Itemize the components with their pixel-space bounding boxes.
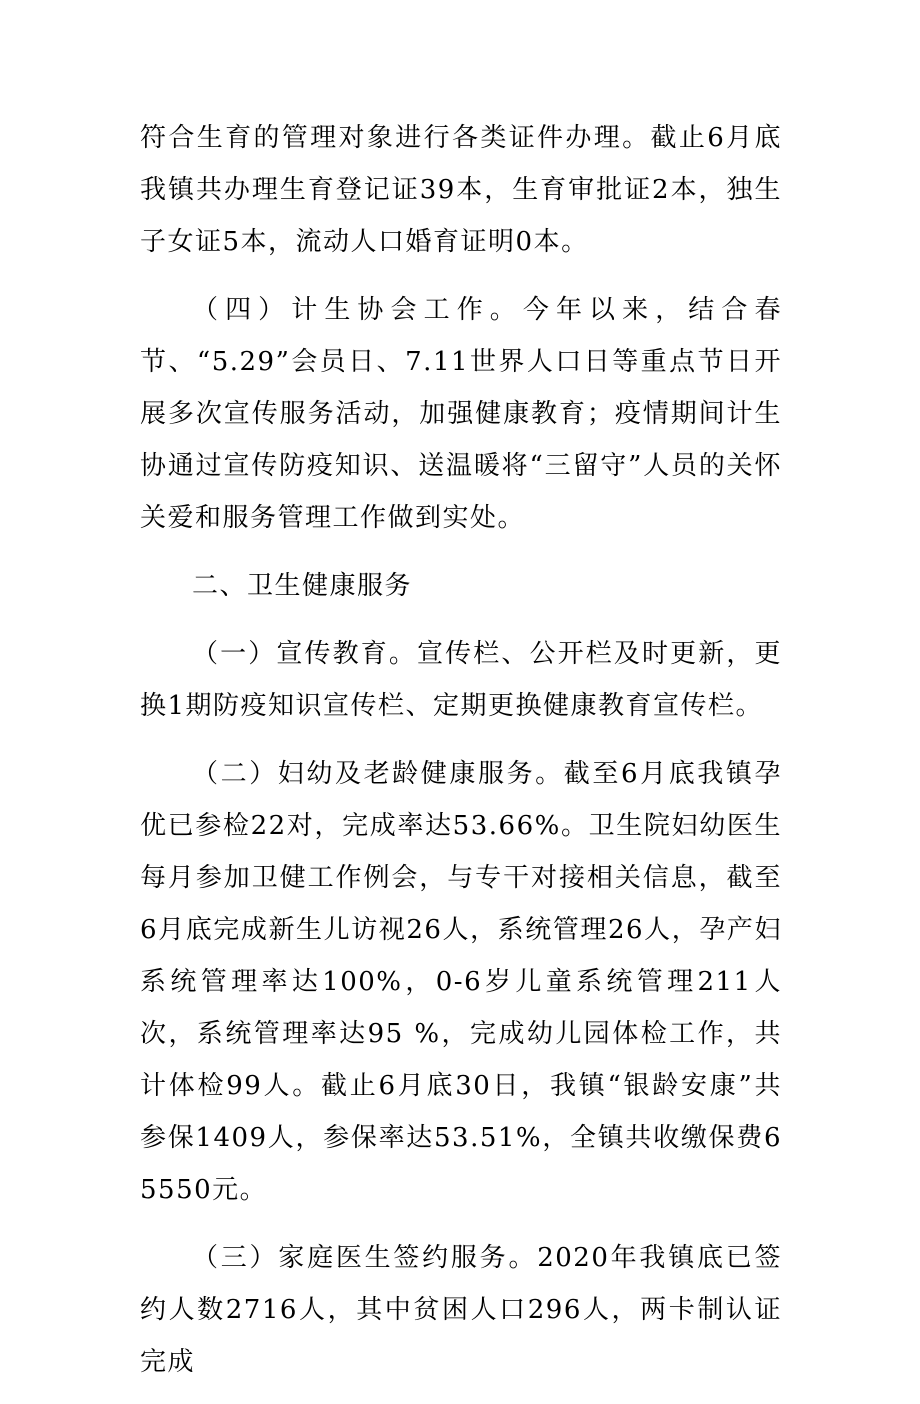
- paragraph-publicity-education: （一）宣传教育。宣传栏、公开栏及时更新，更换1期防疫知识宣传栏、定期更换健康教育宣传栏。: [140, 639, 782, 721]
- section-heading-health-services: 二、卫生健康服务: [192, 571, 413, 601]
- paragraph-maternal-elderly-health: （二）妇幼及老龄健康服务。截至6月底我镇孕优已参检22对，完成率达53.66%。卫生院妇幼医生每月参加卫健工作例会，与专干对接相关信息，截至6月底完成新生儿访视26人，系统管理26人，孕产妇系统管理率达100%，0-6岁儿童系统管理211人次，系统管理率达95 %，完成幼儿园体检工作，共计体检99人。截止6月底30日，我镇“银龄安康”共参保1409人，参保率达53.51%，全镇共收缴保费65550元。: [140, 759, 782, 1205]
- paragraph-certificates: 符合生育的管理对象进行各类证件办理。截止6月底我镇共办理生育登记证39本，生育审批证2本，独生子女证5本，流动人口婚育证明0本。: [140, 123, 782, 257]
- paragraph-family-doctor: （三）家庭医生签约服务。2020年我镇底已签约人数2716人，其中贫困人口296人，两卡制认证完成: [140, 1243, 782, 1377]
- paragraph-family-planning-association: （四）计生协会工作。今年以来，结合春节、“5.29”会员日、7.11世界人口日等重点节日开展多次宣传服务活动，加强健康教育；疫情期间计生协通过宣传防疫知识、送温暖将“三留守”人员的关怀关爱和服务管理工作做到实处。: [140, 295, 782, 533]
- document-page: [140, 112, 782, 1404]
